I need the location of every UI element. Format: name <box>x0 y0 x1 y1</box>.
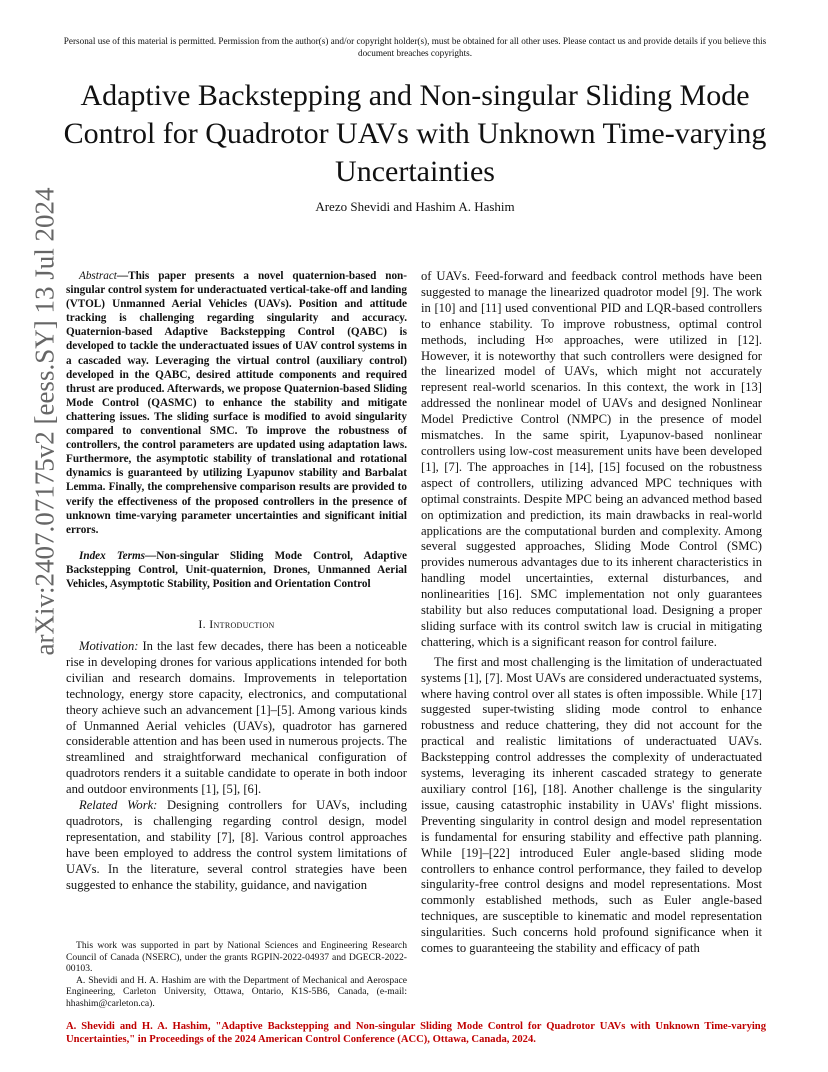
section-heading-introduction: I. Introduction <box>198 617 275 632</box>
abstract-text: This paper presents a novel quaternion-based non-singular control system for underactuated vertical-take-off and landing (VTOL) Unmanned Aerial Vehicles (UAVs). Position and attitude tracking is challenging regarding singularity and accuracy. Quaternion-based Adaptive Backstepping Control (QABC) is developed to tackle the underactuated issues of UAV control systems in a cascaded way. Leveraging the virtual control (auxiliary control) developed in the QABC, desired attitude components and required thrust are produced. Afterwards, we propose Quaternion-based Sliding Mode Control (QASMC) to enhance the stability and mitigate chattering issues. The sliding surface is modified to avoid singularity compared to conventional SMC. To improve the robustness of controllers, the control parameters are updated using adaptation laws. Furthermore, the asymptotic stability of translational and rotational dynamics is guaranteed by utilizing Lyapunov stability and Barbalat Lemma. Finally, the comprehensive comparison results are provided to verify the effectiveness of the proposed controllers in the presence of unknown time-varying parameter uncertainties and significant initial errors. <box>66 270 407 536</box>
footnotes <box>66 940 407 1010</box>
paper-title: Adaptive Backstepping and Non-singular Sliding Mode Control for Quadrotor UAVs with Unknown Time-varying Uncertainties <box>63 79 767 188</box>
paper-authors: Arezo Shevidi and Hashim A. Hashim <box>315 199 515 214</box>
index-terms-label: Index Terms <box>79 549 146 562</box>
abstract-dash: — <box>116 270 129 282</box>
left-column <box>66 269 407 893</box>
right-column <box>421 269 762 957</box>
abstract <box>66 269 407 537</box>
index-terms-text: Non-singular Sliding Mode Control, Adaptive Backstepping Control, Unit-quaternion, Drones, Unmanned Aerial Vehicles, Asymptotic Stability, Position and Orientation Control <box>66 549 407 590</box>
motivation-text: In the last few decades, there has been a noticeable rise in developing drones for various applications intended for both civilian and research domains. Improvements in teleportation technology, energy store capacity, electronics, and computational theory achieve such an advancement [1]–[5]. Among various kinds of Unmanned Aerial vehicles (UAVs), quadrotor has garnered considerable attention and has been used in numerous projects. The streamlined and straightforward mechanical configuration of quadrotors renders it a suitable candidate to operate in both indoor and outdoor environments [1], [5], [6]. <box>66 638 407 797</box>
index-terms-dash: — <box>145 549 157 562</box>
arxiv-stamp: arXiv:2407.07175v2 [eess.SY] 13 Jul 2024 <box>29 187 60 656</box>
citation-footer: A. Shevidi and H. A. Hashim, "Adaptive Backstepping and Non-singular Sliding Mode Control for Quadrotor UAVs with Unknown Time-varying Uncertainties," in Proceedings of the 2024 American Control Conference (ACC), Ottawa, Canada, 2024. <box>66 1021 766 1045</box>
intro-paragraph-motivation <box>66 639 407 798</box>
index-terms <box>66 549 407 591</box>
right-paragraph-2: The first and most challenging is the limitation of underactuated systems [1], [7]. Most UAVs are considered underactuated systems, where having control over all states is often impossible. While [17] suggested super-twisting sliding mode control to enhance robustness and reduce chattering, they did not account for the practical and realistic limitations of underactuated UAVs. Backstepping control addresses the complexity of underactuated systems, leveraging its inherent cascaded strategy to generate auxiliary control [16], [18]. Another challenge is the singularity issue, causing catastrophic instability in UAVs' flight missions. Preventing singularity in control design and model representation is fundamental for ensuring stability and effective path planning. While [19]–[22] introduced Euler angle-based sliding mode controllers to enhance control performance, they failed to develop singularity-free control designs and model representations. Most commonly established methods, such as Euler angle-based techniques, are susceptible to kinematic and model representation singularities. Such concerns hold profound significance when it comes to guaranteeing the stability and efficacy of path <box>421 654 762 956</box>
footnote-affiliation: A. Shevidi and H. A. Hashim are with the Department of Mechanical and Aerospace Engineering, Carleton University, Ottawa, Ontario, K1S-5B6, Canada, (e-mail: hhashim@carleton.ca). <box>66 974 407 1009</box>
footnote-funding: This work was supported in part by National Sciences and Engineering Research Council of Canada (NSERC), under the grants RGPIN-2022-04937 and DGECR-2022-00103. <box>66 940 407 975</box>
abstract-label: Abstract <box>79 270 117 282</box>
motivation-lead: Motivation: <box>79 638 139 653</box>
intro-paragraph-related-work <box>66 798 407 893</box>
related-work-lead: Related Work: <box>79 798 158 813</box>
copyright-notice: Personal use of this material is permitted. Permission from the author(s) and/or copyright holder(s), must be obtained for all other uses. Please contact us and provide details if you believe this document breaches copyrights. <box>63 36 767 58</box>
right-paragraph-1: of UAVs. Feed-forward and feedback control methods have been suggested to manage the linearized quadrotor model [9]. The work in [10] and [11] used conventional PID and LQR-based controllers to enhance stability. To improve robustness, optimal control methods, including H∞ approaches, were utilized in [12]. However, it is noteworthy that such controllers were designed for the linearized model of UAVs, which might not accurately represent real-world scenarios. In this context, the work in [13] addressed the nonlinear model of UAVs and designed Nonlinear Model Predictive Control (NMPC) in the presence of model mismatches. In the same spirit, Lyapunov-based nonlinear controllers using low-cost measurement units have been developed [1], [7]. The approaches in [14], [15] focused on the robustness aspect of controllers, utilizing advanced MPC techniques with optimal constraints. Despite MPC being an advanced method based on optimization and prediction, its main drawbacks in real-world applications are the computational burden and complexity. Among several suggested approaches, Sliding Mode Control (SMC) provides numerous advantages due to its inherent characteristics in handling model uncertainties, external disturbances, and nonlinearities [16]. SMC implementation not only guarantees stability but also reduces computational load. Designing a proper sliding surface with its control switch law is crucial in mitigating chattering, which is a significant reason for control failure. <box>421 269 762 649</box>
related-work-text: Designing controllers for UAVs, including quadrotors, is challenging regarding control design, model representation, and stability [7], [8]. Various control approaches have been employed to address the control system limitations of UAVs. In the literature, several control strategies have been suggested to enhance the stability, guidance, and navigation <box>66 798 407 892</box>
